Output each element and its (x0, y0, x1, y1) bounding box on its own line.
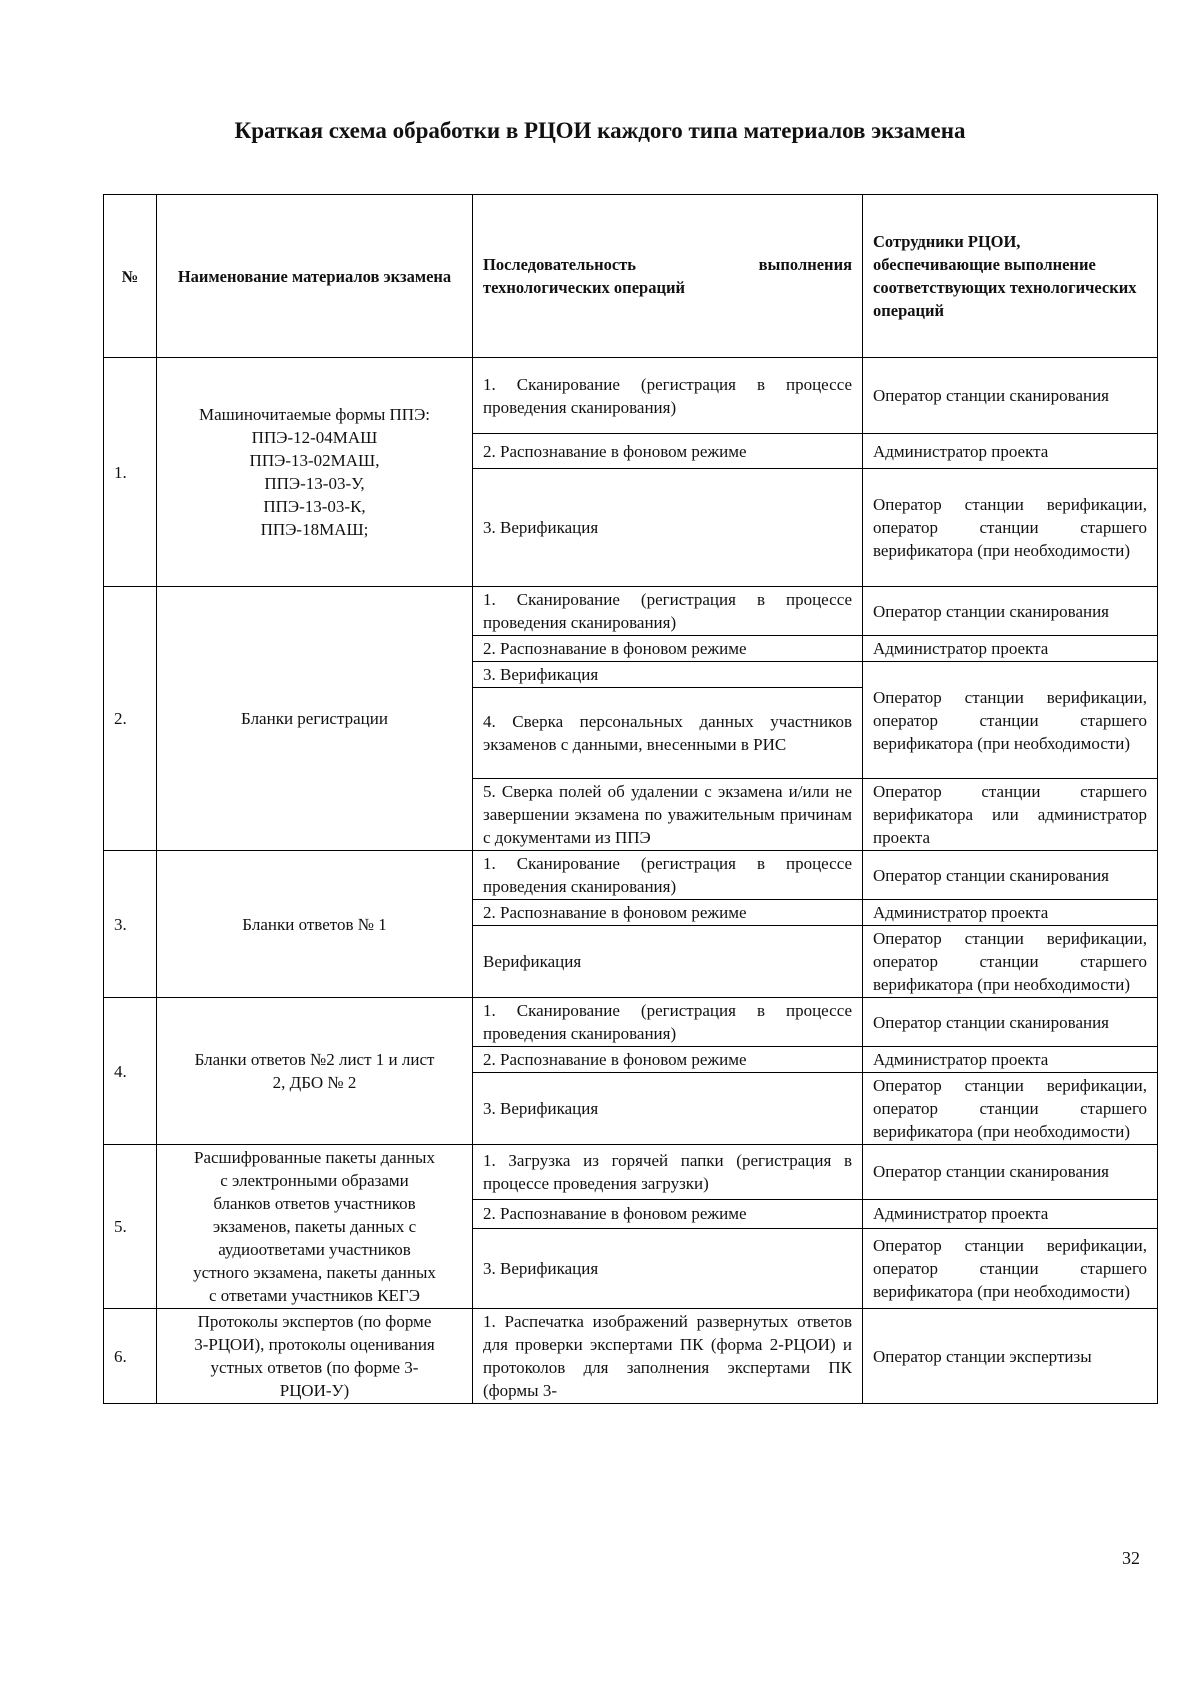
staff-cell: Администратор проекта (863, 1047, 1158, 1073)
material-name: Машиночитаемые формы ППЭ: ППЭ-12-04МАШ ППЭ-13-02МАШ, ППЭ-13-03-У, ППЭ-13-03-К, ППЭ-18МАШ; (157, 358, 473, 587)
operation-cell: 2. Распознавание в фоновом режиме (473, 434, 863, 469)
header-staff: Сотрудники РЦОИ, обеспечивающие выполнение соответствующих технологических операций (863, 195, 1158, 358)
row-number: 5. (104, 1145, 157, 1309)
staff-cell: Администратор проекта (863, 636, 1158, 662)
staff-cell: Оператор станции сканирования (863, 587, 1158, 636)
row-number: 4. (104, 998, 157, 1145)
operation-cell: 3. Верификация (473, 469, 863, 587)
table-row (104, 587, 1158, 636)
staff-cell: Оператор станции верификации, оператор станции старшего верификатора (при необходимости) (863, 662, 1158, 779)
operation-cell: 1. Загрузка из горячей папки (регистрация в процессе проведения загрузки) (473, 1145, 863, 1200)
operation-cell: 1. Сканирование (регистрация в процессе проведения сканирования) (473, 358, 863, 434)
operation-cell: 1. Распечатка изображений развернутых ответов для проверки экспертами ПК (форма 2-РЦОИ) и протоколов для заполнения экспертами ПК (формы 3- (473, 1309, 863, 1404)
material-name: Бланки ответов №2 лист 1 и лист 2, ДБО № 2 (157, 998, 473, 1145)
table-row (104, 358, 1158, 434)
material-name: Расшифрованные пакеты данных с электронными образами бланков ответов участников экзаменов, пакеты данных с аудиоответами участников устного экзамена, пакеты данных с ответами участников КЕГЭ (157, 1145, 473, 1309)
operation-cell: 2. Распознавание в фоновом режиме (473, 636, 863, 662)
operation-cell: 2. Распознавание в фоновом режиме (473, 1047, 863, 1073)
operation-cell: 4. Сверка персональных данных участников экзаменов с данными, внесенными в РИС (473, 688, 863, 779)
operation-cell: 3. Верификация (473, 1073, 863, 1145)
table-row (104, 851, 1158, 900)
operation-cell: 1. Сканирование (регистрация в процессе проведения сканирования) (473, 998, 863, 1047)
header-sequence: Последовательность выполнения технологических операций (473, 195, 863, 358)
material-name: Протоколы экспертов (по форме 3-РЦОИ), протоколы оценивания устных ответов (по форме 3- РЦОИ-У) (157, 1309, 473, 1404)
staff-cell: Оператор станции сканирования (863, 998, 1158, 1047)
operation-cell: 5. Сверка полей об удалении с экзамена и/или не завершении экзамена по уважительным причинам с документами из ППЭ (473, 779, 863, 851)
staff-cell: Оператор станции экспертизы (863, 1309, 1158, 1404)
operation-cell: 3. Верификация (473, 1228, 863, 1308)
staff-cell: Оператор станции старшего верификатора или администратор проекта (863, 779, 1158, 851)
material-name: Бланки ответов № 1 (157, 851, 473, 998)
operation-cell: Верификация (473, 926, 863, 998)
operation-cell: 2. Распознавание в фоновом режиме (473, 1199, 863, 1228)
header-name: Наименование материалов экзамена (157, 195, 473, 358)
row-number: 2. (104, 587, 157, 851)
table-row (104, 998, 1158, 1047)
page-title: Краткая схема обработки в РЦОИ каждого типа материалов экзамена (234, 118, 966, 143)
material-name: Бланки регистрации (157, 587, 473, 851)
header-num: № (104, 195, 157, 358)
staff-cell: Администратор проекта (863, 434, 1158, 469)
staff-cell: Оператор станции верификации, оператор станции старшего верификатора (при необходимости) (863, 1073, 1158, 1145)
row-number: 3. (104, 851, 157, 998)
row-number: 1. (104, 358, 157, 587)
processing-table (103, 194, 1158, 1404)
staff-cell: Оператор станции сканирования (863, 358, 1158, 434)
operation-cell: 3. Верификация (473, 662, 863, 688)
staff-cell: Оператор станции сканирования (863, 1145, 1158, 1200)
row-number: 6. (104, 1309, 157, 1404)
staff-cell: Оператор станции верификации, оператор станции старшего верификатора (при необходимости) (863, 469, 1158, 587)
operation-cell: 2. Распознавание в фоновом режиме (473, 900, 863, 926)
operation-cell: 1. Сканирование (регистрация в процессе проведения сканирования) (473, 587, 863, 636)
table-header-row (104, 195, 1158, 358)
page-number: 32 (1122, 1548, 1140, 1568)
table-row (104, 1145, 1158, 1200)
staff-cell: Оператор станции верификации, оператор станции старшего верификатора (при необходимости) (863, 926, 1158, 998)
table-row (104, 1309, 1158, 1404)
staff-cell: Оператор станции сканирования (863, 851, 1158, 900)
staff-cell: Администратор проекта (863, 1199, 1158, 1228)
staff-cell: Оператор станции верификации, оператор станции старшего верификатора (при необходимости) (863, 1228, 1158, 1308)
staff-cell: Администратор проекта (863, 900, 1158, 926)
operation-cell: 1. Сканирование (регистрация в процессе проведения сканирования) (473, 851, 863, 900)
